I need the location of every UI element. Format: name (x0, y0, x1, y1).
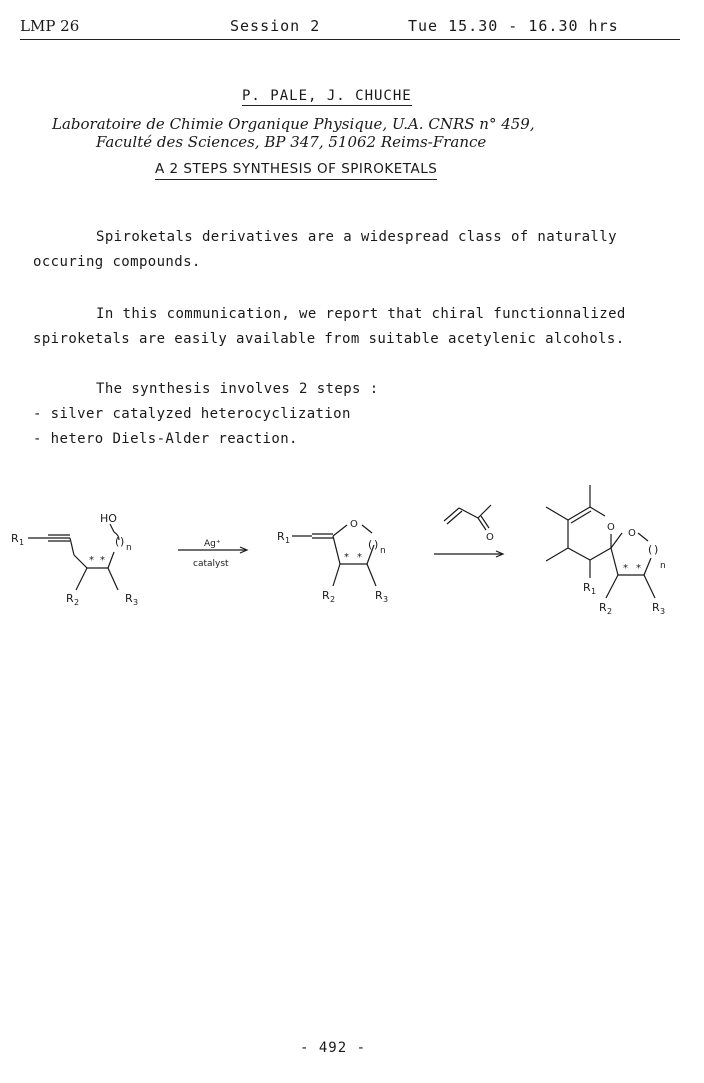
page-number: - 492 - (300, 1040, 367, 1056)
mol3-r2-subscript: 2 (607, 607, 613, 616)
mol3-r1-label: R (583, 581, 591, 594)
mol2-r2-label: R (322, 589, 330, 602)
reagent-1-top: Ag⁺ (204, 539, 221, 549)
mol3-r3-subscript: 3 (660, 607, 666, 616)
mol2-r1-subscript: 1 (285, 536, 291, 545)
mol2-star-2: * (357, 552, 362, 563)
paragraph-2-line-1: In this communication, we report that chiral functionnalized (96, 306, 626, 322)
mol1-r3-label: R (125, 592, 133, 605)
mol1-star-1: * (89, 555, 94, 566)
mol2-paren-open: ( (368, 538, 373, 551)
mol3-r3-label: R (652, 601, 660, 614)
mol2-r2-subscript: 2 (330, 595, 336, 604)
reagent-1-bottom: catalyst (193, 559, 229, 569)
header-session: Session 2 (230, 17, 321, 35)
mol1-r3-subscript: 3 (133, 598, 139, 607)
mol3-r1-subscript: 1 (591, 587, 597, 596)
mol2-r3-subscript: 3 (383, 595, 389, 604)
diene-oxygen: O (486, 532, 494, 543)
page-header (20, 17, 680, 40)
header-code: LMP 26 (20, 17, 80, 35)
mol1-r1-label: R (11, 532, 19, 545)
paragraph-3-line-1: The synthesis involves 2 steps : (96, 381, 379, 397)
paragraph-2-line-2: spiroketals are easily available from suitable acetylenic alcohols. (33, 331, 625, 347)
mol1-paren-open: ( (115, 535, 120, 548)
step-1: - silver catalyzed heterocyclization (33, 406, 351, 422)
mol1-ho-label: HO (100, 512, 117, 525)
affiliation-line-2: Faculté des Sciences, BP 347, 51062 Reims-France (96, 133, 487, 151)
paragraph-1-line-2: occuring compounds. (33, 254, 201, 270)
mol3-paren-close: ) (654, 543, 659, 556)
mol3-furan-oxygen: O (628, 528, 636, 539)
mol3-n-label: n (660, 561, 666, 571)
mol1-n-label: n (126, 543, 132, 553)
mol1-paren-close: ) (120, 535, 125, 548)
mol1-star-2: * (100, 555, 105, 566)
mol3-star-1: * (623, 563, 628, 574)
affiliation-line-1: Laboratoire de Chimie Organique Physique, U.A. CNRS n° 459, (52, 115, 535, 133)
paragraph-1-line-1: Spiroketals derivatives are a widespread class of naturally (96, 229, 617, 245)
mol3-pyran-oxygen: O (607, 522, 615, 533)
mol1-r1-subscript: 1 (19, 538, 25, 547)
mol2-star-1: * (344, 552, 349, 563)
mol2-ring-oxygen: O (350, 519, 358, 530)
mol3-paren-open: ( (648, 543, 653, 556)
header-time: Tue 15.30 - 16.30 hrs (408, 17, 619, 35)
reaction-scheme (0, 478, 704, 638)
mol2-paren-close: ) (374, 538, 379, 551)
mol2-r1-label: R (277, 530, 285, 543)
mol2-r3-label: R (375, 589, 383, 602)
mol3-r2-label: R (599, 601, 607, 614)
paper-title: A 2 STEPS SYNTHESIS OF SPIROKETALS (155, 161, 437, 180)
step-2: - hetero Diels-Alder reaction. (33, 431, 298, 447)
mol2-n-label: n (380, 546, 386, 556)
mol1-r2-subscript: 2 (74, 598, 80, 607)
authors: P. PALE, J. CHUCHE (242, 88, 412, 104)
mol1-r2-label: R (66, 592, 74, 605)
mol3-star-2: * (636, 563, 641, 574)
